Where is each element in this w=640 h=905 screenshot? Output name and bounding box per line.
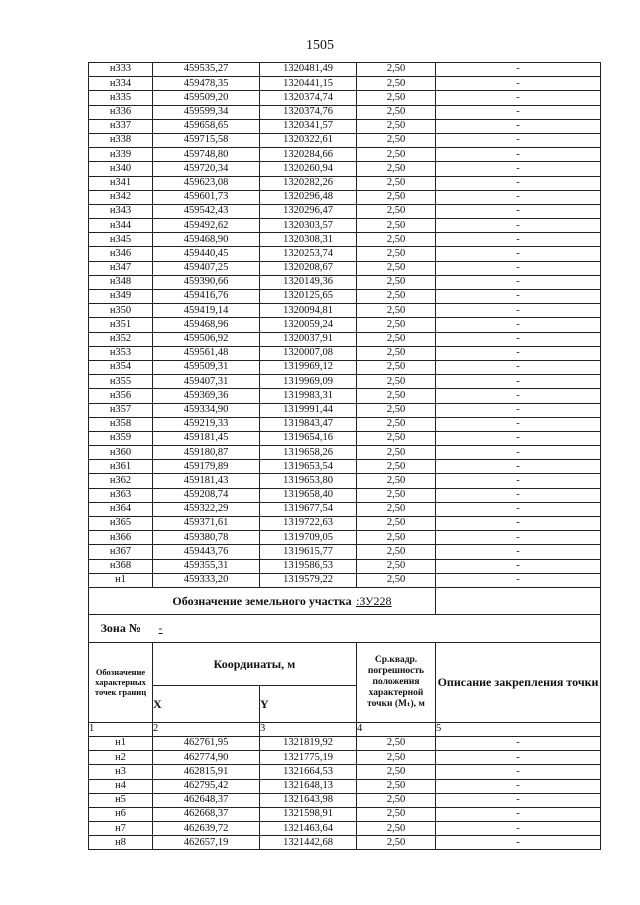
header-description: Описание закрепления точки: [436, 642, 601, 722]
y-coord: 1319722,63: [260, 517, 357, 531]
x-coord: 459407,31: [153, 375, 260, 389]
y-coord: 1320284,66: [260, 148, 357, 162]
error-value: 2,50: [357, 836, 436, 850]
y-coord: 1320374,76: [260, 105, 357, 119]
column-index-row: [89, 722, 601, 736]
error-value: 2,50: [357, 105, 436, 119]
header-error: Ср.квадр. погрешность положения характерной точки (Мₜ), м: [357, 642, 436, 722]
y-coord: 1320149,36: [260, 275, 357, 289]
x-coord: 462668,37: [153, 807, 260, 821]
y-coord: 1321775,19: [260, 751, 357, 765]
point-id: н362: [89, 474, 153, 488]
point-id: н6: [89, 807, 153, 821]
description: -: [436, 304, 601, 318]
description: -: [436, 204, 601, 218]
column-index-5: 5: [436, 722, 601, 736]
table-row: [89, 736, 601, 750]
y-coord: 1319654,16: [260, 431, 357, 445]
description: -: [436, 190, 601, 204]
x-coord: 459715,58: [153, 133, 260, 147]
x-coord: 459369,36: [153, 389, 260, 403]
table-row: [89, 751, 601, 765]
description: -: [436, 736, 601, 750]
point-id: н8: [89, 836, 153, 850]
point-id: н357: [89, 403, 153, 417]
table-row: [89, 290, 601, 304]
y-coord: 1319615,77: [260, 545, 357, 559]
table-row: [89, 63, 601, 77]
x-coord: 459355,31: [153, 559, 260, 573]
header-row: [89, 642, 601, 685]
x-coord: 459180,87: [153, 446, 260, 460]
error-value: 2,50: [357, 332, 436, 346]
description: -: [436, 389, 601, 403]
column-index-3: 3: [260, 722, 357, 736]
x-coord: 459380,78: [153, 531, 260, 545]
y-coord: 1319658,40: [260, 488, 357, 502]
x-coord: 459333,20: [153, 573, 260, 587]
point-id: н350: [89, 304, 153, 318]
table-row: [89, 779, 601, 793]
x-coord: 462648,37: [153, 793, 260, 807]
y-coord: 1321442,68: [260, 836, 357, 850]
description: -: [436, 502, 601, 516]
header-y: Y: [260, 685, 357, 722]
point-id: н341: [89, 176, 153, 190]
plot-value: [356, 587, 601, 614]
x-coord: 462795,42: [153, 779, 260, 793]
x-coord: 462761,95: [153, 736, 260, 750]
x-coord: 459561,48: [153, 346, 260, 360]
description: -: [436, 332, 601, 346]
table-row: [89, 204, 601, 218]
y-coord: 1320208,67: [260, 261, 357, 275]
error-value: 2,50: [357, 765, 436, 779]
x-coord: 459468,90: [153, 233, 260, 247]
point-id: н342: [89, 190, 153, 204]
table-row: [89, 446, 601, 460]
x-coord: 462639,72: [153, 822, 260, 836]
point-id: н333: [89, 63, 153, 77]
error-value: 2,50: [357, 502, 436, 516]
error-value: 2,50: [357, 751, 436, 765]
error-value: 2,50: [357, 63, 436, 77]
point-id: н365: [89, 517, 153, 531]
table-row: [89, 261, 601, 275]
point-id: н363: [89, 488, 153, 502]
x-coord: 462815,91: [153, 765, 260, 779]
point-id: н368: [89, 559, 153, 573]
point-id: н338: [89, 133, 153, 147]
description: -: [436, 488, 601, 502]
point-id: н2: [89, 751, 153, 765]
column-index-4: 4: [357, 722, 436, 736]
x-coord: 459509,31: [153, 360, 260, 374]
header-x: X: [153, 685, 260, 722]
table-row: [89, 233, 601, 247]
y-coord: 1319579,22: [260, 573, 357, 587]
error-value: 2,50: [357, 346, 436, 360]
description: -: [436, 474, 601, 488]
table-row: [89, 375, 601, 389]
error-value: 2,50: [357, 474, 436, 488]
y-coord: 1320037,91: [260, 332, 357, 346]
description: -: [436, 822, 601, 836]
y-coord: 1321648,13: [260, 779, 357, 793]
error-value: 2,50: [357, 261, 436, 275]
table-row: [89, 176, 601, 190]
y-coord: 1319969,12: [260, 360, 357, 374]
description: -: [436, 162, 601, 176]
description: -: [436, 91, 601, 105]
x-coord: 459407,25: [153, 261, 260, 275]
error-value: 2,50: [357, 91, 436, 105]
description: -: [436, 417, 601, 431]
description: -: [436, 807, 601, 821]
table-row: [89, 403, 601, 417]
x-coord: 459371,61: [153, 517, 260, 531]
description: -: [436, 275, 601, 289]
y-coord: 1320260,94: [260, 162, 357, 176]
table-row: [89, 318, 601, 332]
error-value: 2,50: [357, 389, 436, 403]
description: -: [436, 573, 601, 587]
table-row: [89, 148, 601, 162]
description: -: [436, 559, 601, 573]
x-coord: 459748,80: [153, 148, 260, 162]
plot-label: Обозначение земельного участка: [89, 587, 436, 614]
y-coord: 1319653,54: [260, 460, 357, 474]
table-row: [89, 502, 601, 516]
point-id: н354: [89, 360, 153, 374]
y-coord: 1320322,61: [260, 133, 357, 147]
x-coord: 462657,19: [153, 836, 260, 850]
y-coord: 1320481,49: [260, 63, 357, 77]
description: -: [436, 219, 601, 233]
description: -: [436, 119, 601, 133]
point-id: н353: [89, 346, 153, 360]
point-id: н349: [89, 290, 153, 304]
point-id: н360: [89, 446, 153, 460]
error-value: 2,50: [357, 807, 436, 821]
point-id: н7: [89, 822, 153, 836]
description: -: [436, 375, 601, 389]
y-coord: 1319969,09: [260, 375, 357, 389]
coordinates-table: [88, 62, 601, 850]
zone-value: [153, 614, 601, 642]
description: -: [436, 431, 601, 445]
x-coord: 459468,96: [153, 318, 260, 332]
table-row: [89, 105, 601, 119]
x-coord: 459601,73: [153, 190, 260, 204]
x-coord: 459623,08: [153, 176, 260, 190]
error-value: 2,50: [357, 304, 436, 318]
y-coord: 1321643,98: [260, 793, 357, 807]
point-id: н356: [89, 389, 153, 403]
table-row: [89, 488, 601, 502]
x-coord: 459478,35: [153, 77, 260, 91]
table-row: [89, 119, 601, 133]
y-coord: 1320125,65: [260, 290, 357, 304]
point-id: н358: [89, 417, 153, 431]
table-row: [89, 162, 601, 176]
y-coord: 1319677,54: [260, 502, 357, 516]
table-row: [89, 389, 601, 403]
error-value: 2,50: [357, 822, 436, 836]
error-value: 2,50: [357, 233, 436, 247]
error-value: 2,50: [357, 148, 436, 162]
table-row: [89, 545, 601, 559]
point-id: н343: [89, 204, 153, 218]
y-coord: 1320308,31: [260, 233, 357, 247]
x-coord: 459179,89: [153, 460, 260, 474]
description: -: [436, 545, 601, 559]
x-coord: 459390,66: [153, 275, 260, 289]
x-coord: 459419,14: [153, 304, 260, 318]
x-coord: 459440,45: [153, 247, 260, 261]
error-value: 2,50: [357, 375, 436, 389]
error-value: 2,50: [357, 247, 436, 261]
description: -: [436, 346, 601, 360]
description: -: [436, 247, 601, 261]
table-row: [89, 219, 601, 233]
point-id: н352: [89, 332, 153, 346]
y-coord: 1319991,44: [260, 403, 357, 417]
error-value: 2,50: [357, 545, 436, 559]
point-id: н1: [89, 573, 153, 587]
point-id: н334: [89, 77, 153, 91]
error-value: 2,50: [357, 793, 436, 807]
error-value: 2,50: [357, 290, 436, 304]
point-id: н359: [89, 431, 153, 445]
description: -: [436, 765, 601, 779]
error-value: 2,50: [357, 460, 436, 474]
zone-value-text: -: [158, 621, 163, 636]
description: -: [436, 403, 601, 417]
y-coord: 1320094,81: [260, 304, 357, 318]
y-coord: 1320374,74: [260, 91, 357, 105]
point-id: н361: [89, 460, 153, 474]
table-row: [89, 133, 601, 147]
x-coord: 459720,34: [153, 162, 260, 176]
y-coord: 1320296,48: [260, 190, 357, 204]
y-coord: 1320253,74: [260, 247, 357, 261]
table-row: [89, 346, 601, 360]
point-id: н367: [89, 545, 153, 559]
point-id: н348: [89, 275, 153, 289]
description: -: [436, 233, 601, 247]
error-value: 2,50: [357, 219, 436, 233]
error-value: 2,50: [357, 275, 436, 289]
error-value: 2,50: [357, 204, 436, 218]
error-value: 2,50: [357, 133, 436, 147]
y-coord: 1320441,15: [260, 77, 357, 91]
table-row: [89, 474, 601, 488]
point-id: н366: [89, 531, 153, 545]
table-row: [89, 431, 601, 445]
point-id: н355: [89, 375, 153, 389]
table-row: [89, 822, 601, 836]
table-row: [89, 531, 601, 545]
x-coord: 459181,43: [153, 474, 260, 488]
point-id: н346: [89, 247, 153, 261]
y-coord: 1321819,92: [260, 736, 357, 750]
description: -: [436, 105, 601, 119]
error-value: 2,50: [357, 559, 436, 573]
table-row: [89, 765, 601, 779]
table-row: [89, 77, 601, 91]
error-value: 2,50: [357, 446, 436, 460]
y-coord: 1319843,47: [260, 417, 357, 431]
table-row: [89, 559, 601, 573]
description: -: [436, 77, 601, 91]
description: -: [436, 290, 601, 304]
error-value: 2,50: [357, 488, 436, 502]
plot-value-text: :ЗУ228: [356, 593, 392, 608]
error-value: 2,50: [357, 736, 436, 750]
y-coord: 1319709,05: [260, 531, 357, 545]
error-value: 2,50: [357, 360, 436, 374]
error-value: 2,50: [357, 176, 436, 190]
table-row: [89, 836, 601, 850]
point-id: н335: [89, 91, 153, 105]
description: -: [436, 148, 601, 162]
x-coord: 459599,34: [153, 105, 260, 119]
point-id: н347: [89, 261, 153, 275]
description: -: [436, 751, 601, 765]
column-index-1: 1: [89, 722, 153, 736]
y-coord: 1320296,47: [260, 204, 357, 218]
zone-label: Зона №: [89, 614, 153, 642]
point-id: н4: [89, 779, 153, 793]
y-coord: 1320303,57: [260, 219, 357, 233]
bottom-rows: [89, 736, 601, 850]
error-value: 2,50: [357, 517, 436, 531]
point-id: н336: [89, 105, 153, 119]
point-id: н337: [89, 119, 153, 133]
table-row: [89, 275, 601, 289]
y-coord: 1319658,26: [260, 446, 357, 460]
x-coord: 459542,43: [153, 204, 260, 218]
x-coord: 459416,76: [153, 290, 260, 304]
error-value: 2,50: [357, 403, 436, 417]
description: -: [436, 318, 601, 332]
top-rows: [89, 63, 601, 588]
table-row: [89, 247, 601, 261]
table-row: [89, 417, 601, 431]
table-row: [89, 91, 601, 105]
x-coord: 462774,90: [153, 751, 260, 765]
error-value: 2,50: [357, 162, 436, 176]
y-coord: 1319653,80: [260, 474, 357, 488]
description: -: [436, 517, 601, 531]
point-id: н345: [89, 233, 153, 247]
header-point-designation: Обозначение характерных точек границ: [89, 642, 153, 722]
x-coord: 459509,20: [153, 91, 260, 105]
error-value: 2,50: [357, 779, 436, 793]
table-row: [89, 460, 601, 474]
description: -: [436, 446, 601, 460]
x-coord: 459506,92: [153, 332, 260, 346]
description: -: [436, 261, 601, 275]
x-coord: 459208,74: [153, 488, 260, 502]
table-row: [89, 190, 601, 204]
plot-row: [89, 587, 601, 614]
description: -: [436, 176, 601, 190]
error-value: 2,50: [357, 318, 436, 332]
description: -: [436, 460, 601, 474]
x-coord: 459181,45: [153, 431, 260, 445]
table-row: [89, 573, 601, 587]
description: -: [436, 360, 601, 374]
x-coord: 459535,27: [153, 63, 260, 77]
description: -: [436, 63, 601, 77]
y-coord: 1320282,26: [260, 176, 357, 190]
point-id: н1: [89, 736, 153, 750]
y-coord: 1321598,91: [260, 807, 357, 821]
x-coord: 459322,29: [153, 502, 260, 516]
error-value: 2,50: [357, 573, 436, 587]
y-coord: 1320059,24: [260, 318, 357, 332]
point-id: н344: [89, 219, 153, 233]
point-id: н5: [89, 793, 153, 807]
y-coord: 1320341,57: [260, 119, 357, 133]
y-coord: 1319983,31: [260, 389, 357, 403]
description: -: [436, 133, 601, 147]
y-coord: 1319586,53: [260, 559, 357, 573]
point-id: н351: [89, 318, 153, 332]
error-value: 2,50: [357, 119, 436, 133]
table-row: [89, 304, 601, 318]
y-coord: 1321463,64: [260, 822, 357, 836]
description: -: [436, 836, 601, 850]
x-coord: 459492,62: [153, 219, 260, 233]
x-coord: 459443,76: [153, 545, 260, 559]
page-number: 1505: [306, 38, 334, 53]
x-coord: 459219,33: [153, 417, 260, 431]
error-value: 2,50: [357, 431, 436, 445]
x-coord: 459334,90: [153, 403, 260, 417]
column-index-2: 2: [153, 722, 260, 736]
description: -: [436, 779, 601, 793]
table-row: [89, 517, 601, 531]
y-coord: 1320007,08: [260, 346, 357, 360]
table-row: [89, 807, 601, 821]
error-value: 2,50: [357, 77, 436, 91]
error-value: 2,50: [357, 417, 436, 431]
error-value: 2,50: [357, 531, 436, 545]
point-id: н339: [89, 148, 153, 162]
y-coord: 1321664,53: [260, 765, 357, 779]
error-value: 2,50: [357, 190, 436, 204]
header-coordinates: Координаты, м: [153, 642, 357, 685]
table-row: [89, 332, 601, 346]
table-row: [89, 793, 601, 807]
point-id: н3: [89, 765, 153, 779]
point-id: н364: [89, 502, 153, 516]
zone-row: [89, 614, 601, 642]
description: -: [436, 793, 601, 807]
table-row: [89, 360, 601, 374]
x-coord: 459658,65: [153, 119, 260, 133]
description: -: [436, 531, 601, 545]
point-id: н340: [89, 162, 153, 176]
